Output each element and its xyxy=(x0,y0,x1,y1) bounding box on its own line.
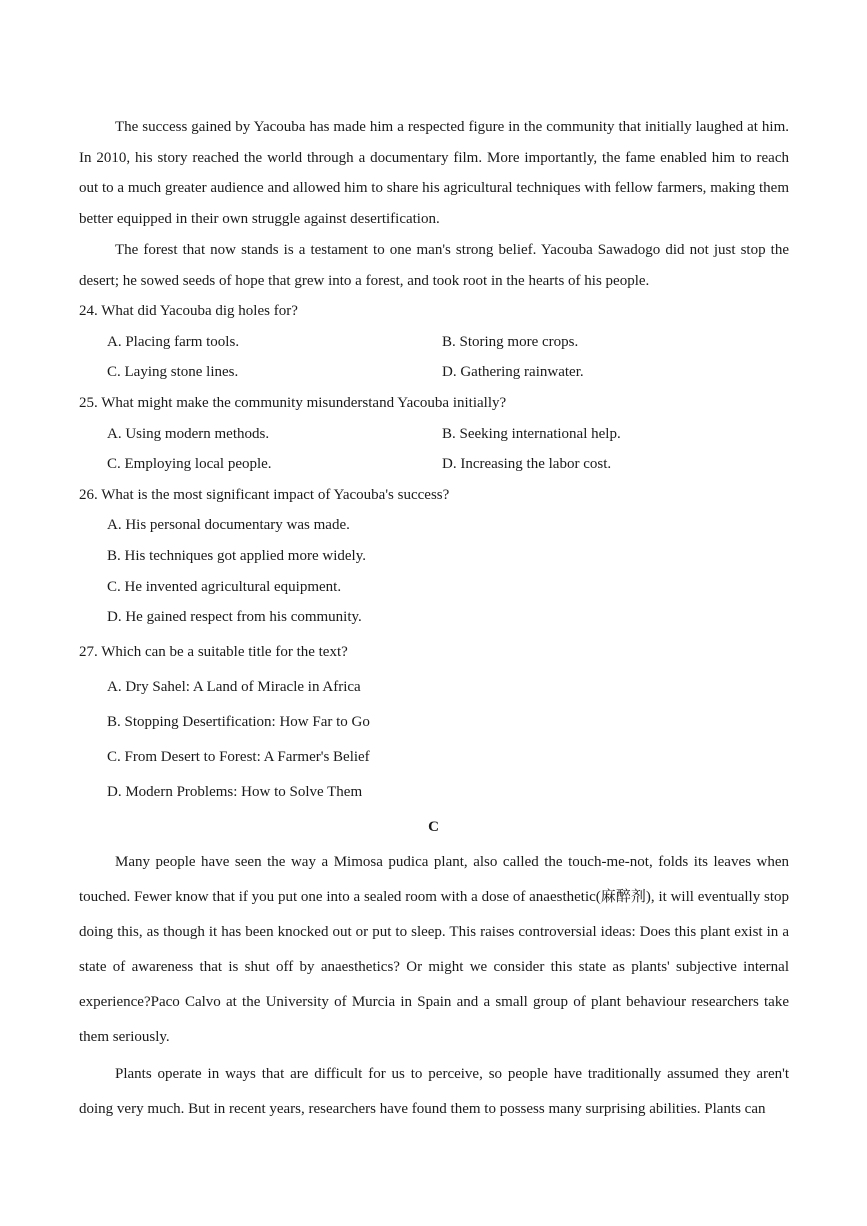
question-25-stem: 25. What might make the community misunderstand Yacouba initially? xyxy=(79,395,507,411)
question-25-option-b: B. Seeking international help. xyxy=(442,426,621,442)
question-26-option-a: A. His personal documentary was made. xyxy=(107,517,350,533)
question-27-option-b: B. Stopping Desertification: How Far to Go xyxy=(107,714,370,730)
question-25-option-d: D. Increasing the labor cost. xyxy=(442,456,612,472)
passage-c-paragraph-1: Many people have seen the way a Mimosa pudica plant, also called the touch-me-not, folds its leaves when touched. Fewer know that if you put one into a sealed room with a dose of anaesthetic(麻醉剂), it will eventually stop doing this, as though it has been knocked out or put to sleep. This raises controversial ideas: Does this plant exist in a state of awareness that is shut off by anaesthetics? Or might we consider this state as plants' subjective internal experience?Paco Calvo at the University of Murcia in Spain and a small group of plant behaviour researchers take them seriously. xyxy=(79,854,789,1045)
question-26-stem: 26. What is the most significant impact of Yacouba's success? xyxy=(79,487,450,503)
question-27-option-a: A. Dry Sahel: A Land of Miracle in Africa xyxy=(107,679,361,695)
question-27-option-c: C. From Desert to Forest: A Farmer's Belief xyxy=(107,749,370,765)
question-26-option-c: C. He invented agricultural equipment. xyxy=(107,579,342,595)
question-27-option-d: D. Modern Problems: How to Solve Them xyxy=(107,784,363,800)
question-27-stem: 27. Which can be a suitable title for the text? xyxy=(79,644,348,660)
passage-c-heading: C xyxy=(428,819,439,835)
passage-b-paragraph-2: The forest that now stands is a testament to one man's strong belief. Yacouba Sawadogo did not just stop the desert; he sowed seeds of hope that grew into a forest, and took root in the hearts of his people. xyxy=(79,242,789,289)
question-25-option-a: A. Using modern methods. xyxy=(107,426,270,442)
question-24-option-b: B. Storing more crops. xyxy=(442,334,579,350)
question-24-option-c: C. Laying stone lines. xyxy=(107,364,239,380)
question-25-option-c: C. Employing local people. xyxy=(107,456,272,472)
question-24-option-a: A. Placing farm tools. xyxy=(107,334,240,350)
question-24-stem: 24. What did Yacouba dig holes for? xyxy=(79,303,298,319)
question-26-option-d: D. He gained respect from his community. xyxy=(107,609,362,625)
question-26-option-b: B. His techniques got applied more widely. xyxy=(107,548,366,564)
question-24-option-d: D. Gathering rainwater. xyxy=(442,364,584,380)
passage-b-paragraph-1: The success gained by Yacouba has made him a respected figure in the community that initially laughed at him. In 2010, his story reached the world through a documentary film. More importantly, the fame enabled him to reach out to a much greater audience and allowed him to share his agricultural techniques with fellow farmers, making them better equipped in their own struggle against desertification. xyxy=(79,119,789,228)
passage-c-paragraph-2: Plants operate in ways that are difficult for us to perceive, so people have traditionally assumed they aren't doing very much. But in recent years, researchers have found them to possess many surprising abilities. Plants can xyxy=(79,1066,789,1117)
